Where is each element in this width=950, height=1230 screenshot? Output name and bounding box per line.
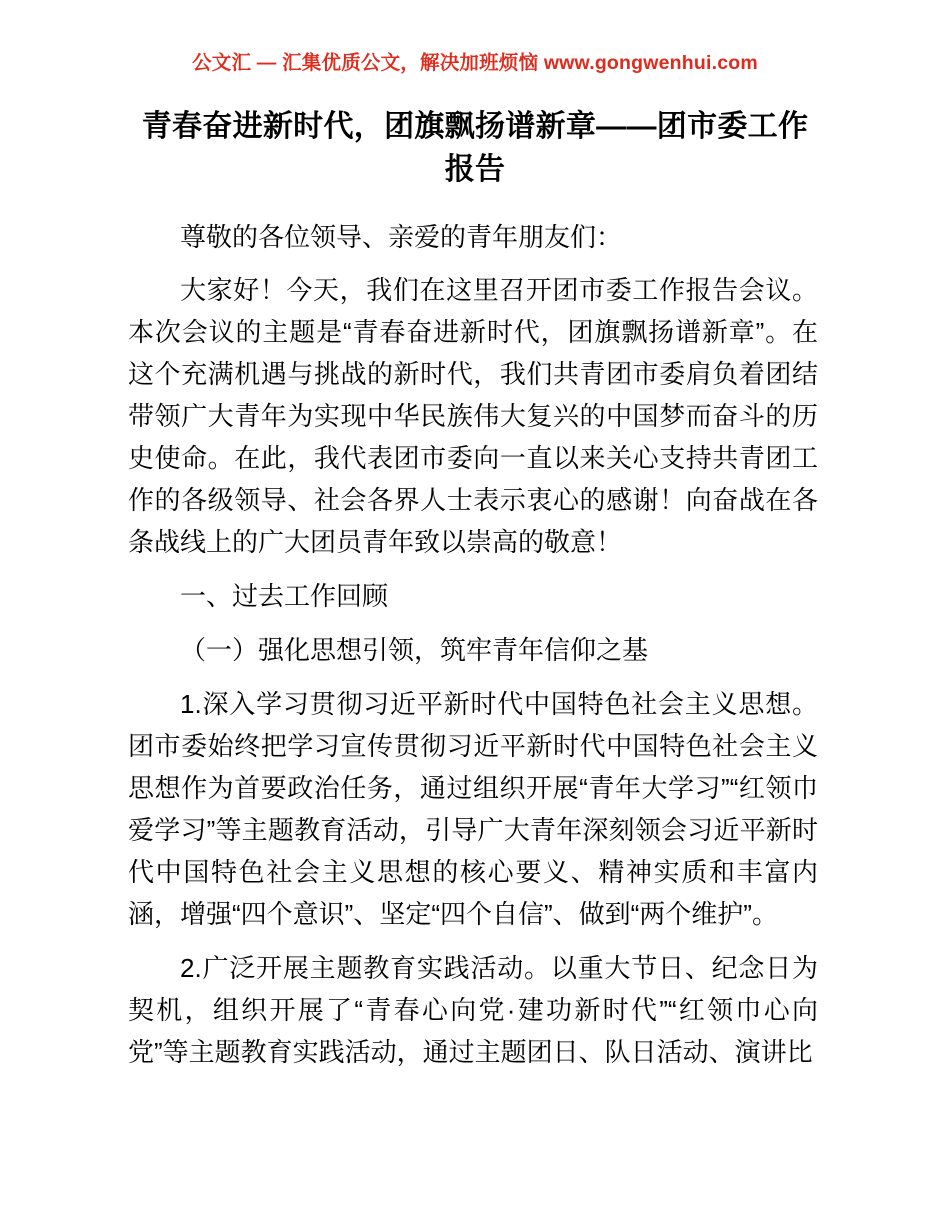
document-body <box>0 216 950 1073</box>
spacer <box>128 617 818 629</box>
subsection-heading-one: （一）强化思想引领，筑牢青年信仰之基 <box>180 634 649 665</box>
numbered-item-one: 1.深入学习贯彻习近平新时代中国特色社会主义思想。团市委始终把学习宣传贯彻习近平新时代中国特色社会主义思想作为首要政治任务，通过组织开展“青年大学习”“红领巾爱学习”等主题教育活动，引导广大青年深刻领会习近平新时代中国特色社会主义思想的核心要义、精神实质和丰富内涵，增强“四个意识”、坚定“四个自信”、做到“两个维护”。 <box>128 688 818 929</box>
document-title: 青春奋进新时代，团旗飘扬谱新章——团市委工作报告 <box>141 109 809 186</box>
site-watermark-text: 公文汇 — 汇集优质公文，解决加班烦恼 www.gongwenhui.com <box>192 52 758 74</box>
spacer <box>128 563 818 575</box>
spacer <box>128 935 818 947</box>
opening-paragraph: 大家好！今天，我们在这里召开团市委工作报告会议。本次会议的主题是“青春奋进新时代，团旗飘扬谱新章”。在这个充满机遇与挑战的新时代，我们共青团市委肩负着团结带领广大青年为实现中华民族伟大复兴的中国梦而奋斗的历史使命。在此，我代表团市委向一直以来关心支持共青团工作的各级领导、社会各界人士表示衷心的感谢！向奋战在各条战线上的广大团员青年致以崇高的敬意！ <box>128 274 818 557</box>
section-heading-one: 一、过去工作回顾 <box>180 580 389 611</box>
salutation-line: 尊敬的各位领导、亲爱的青年朋友们： <box>180 221 623 252</box>
spacer <box>128 671 818 683</box>
numbered-item-two: 2.广泛开展主题教育实践活动。以重大节日、纪念日为契机，组织开展了“青春心向党·建功新时代”“红领巾心向党”等主题教育实践活动，通过主题团日、队日活动、演讲比 <box>128 952 818 1067</box>
spacer <box>128 258 818 269</box>
site-watermark-header <box>0 0 950 74</box>
